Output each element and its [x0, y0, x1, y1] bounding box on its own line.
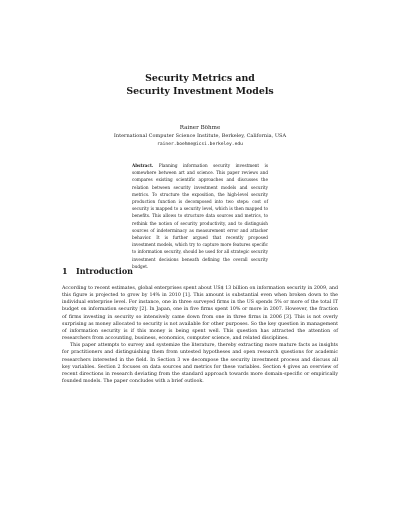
paper-title-line1: Security Metrics and [145, 73, 255, 84]
body-paragraph: This paper attempts to survey and systemize the literature, thereby extracting more mature facts as insights for practitioners and distinguishing them from untested hypotheses and open research questions for academic researchers interested in the field. In Section 3 we decompose the security investment process and discuss all key variables. Section 2 focuses on data sources and metrics for these variables. Section 4 gives an overview of recent directions in research deviating from the standard approach towards more domain-specific or empirically founded models. The paper concludes with a brief outlook. [62, 343, 338, 385]
author-email: rainer.boehme@icsi.berkeley.edu [157, 142, 243, 147]
body-paragraph: According to recent estimates, global enterprises spent about US$ 13 billion on information security in 2009, and this figure is projected to grow by 14% in 2010 [1]. This amount is substantial even when broken down to the individual enterprise level. For instance, one in three surveyed firms in the US spends 5% or more of the total IT budget on information security [2]. In Japan, one in five firms spent 10% or more in 2007. However, the fraction of firms investing in security so intensively came down from one in three firms in 2006 [3]. This is not overly surprising as money allocated to security is not available for other purposes. So the key question in management of information security is if this money is being spent well. This question has attracted the attention of researchers from accounting, business, economics, computer science, and related disciplines. [62, 286, 338, 342]
section-heading [62, 266, 133, 277]
author-affiliation: International Computer Science Institute, Berkeley, California, USA [113, 133, 287, 139]
section-body [62, 285, 338, 385]
abstract-label: Abstract. [132, 163, 154, 168]
section-number: 1 [62, 266, 68, 276]
section-title: Introduction [76, 266, 133, 276]
paper-title-line2: Security Investment Models [126, 86, 274, 97]
author-name: Rainer Böhme [179, 125, 221, 131]
abstract-text: Planning information security investment is somewhere between art and science. This paper reviews and compares existing scientific approaches and discusses the relation between security investment models and security metrics. To structure the exposition, the high-level security production function is decomposed into two steps: cost of security is mapped to a security level, which is then mapped to benefits. This allows to structure data sources and metrics, to rethink the notion of security productivity, and to distinguish sources of indeterminacy as measurement error and attacker behavior. It is further argued that recently proposed investment models, which try to capture more features specific to information security, should be used for all strategic security investment decisions beneath defining the overall security budget. [132, 163, 268, 269]
abstract [132, 162, 268, 270]
